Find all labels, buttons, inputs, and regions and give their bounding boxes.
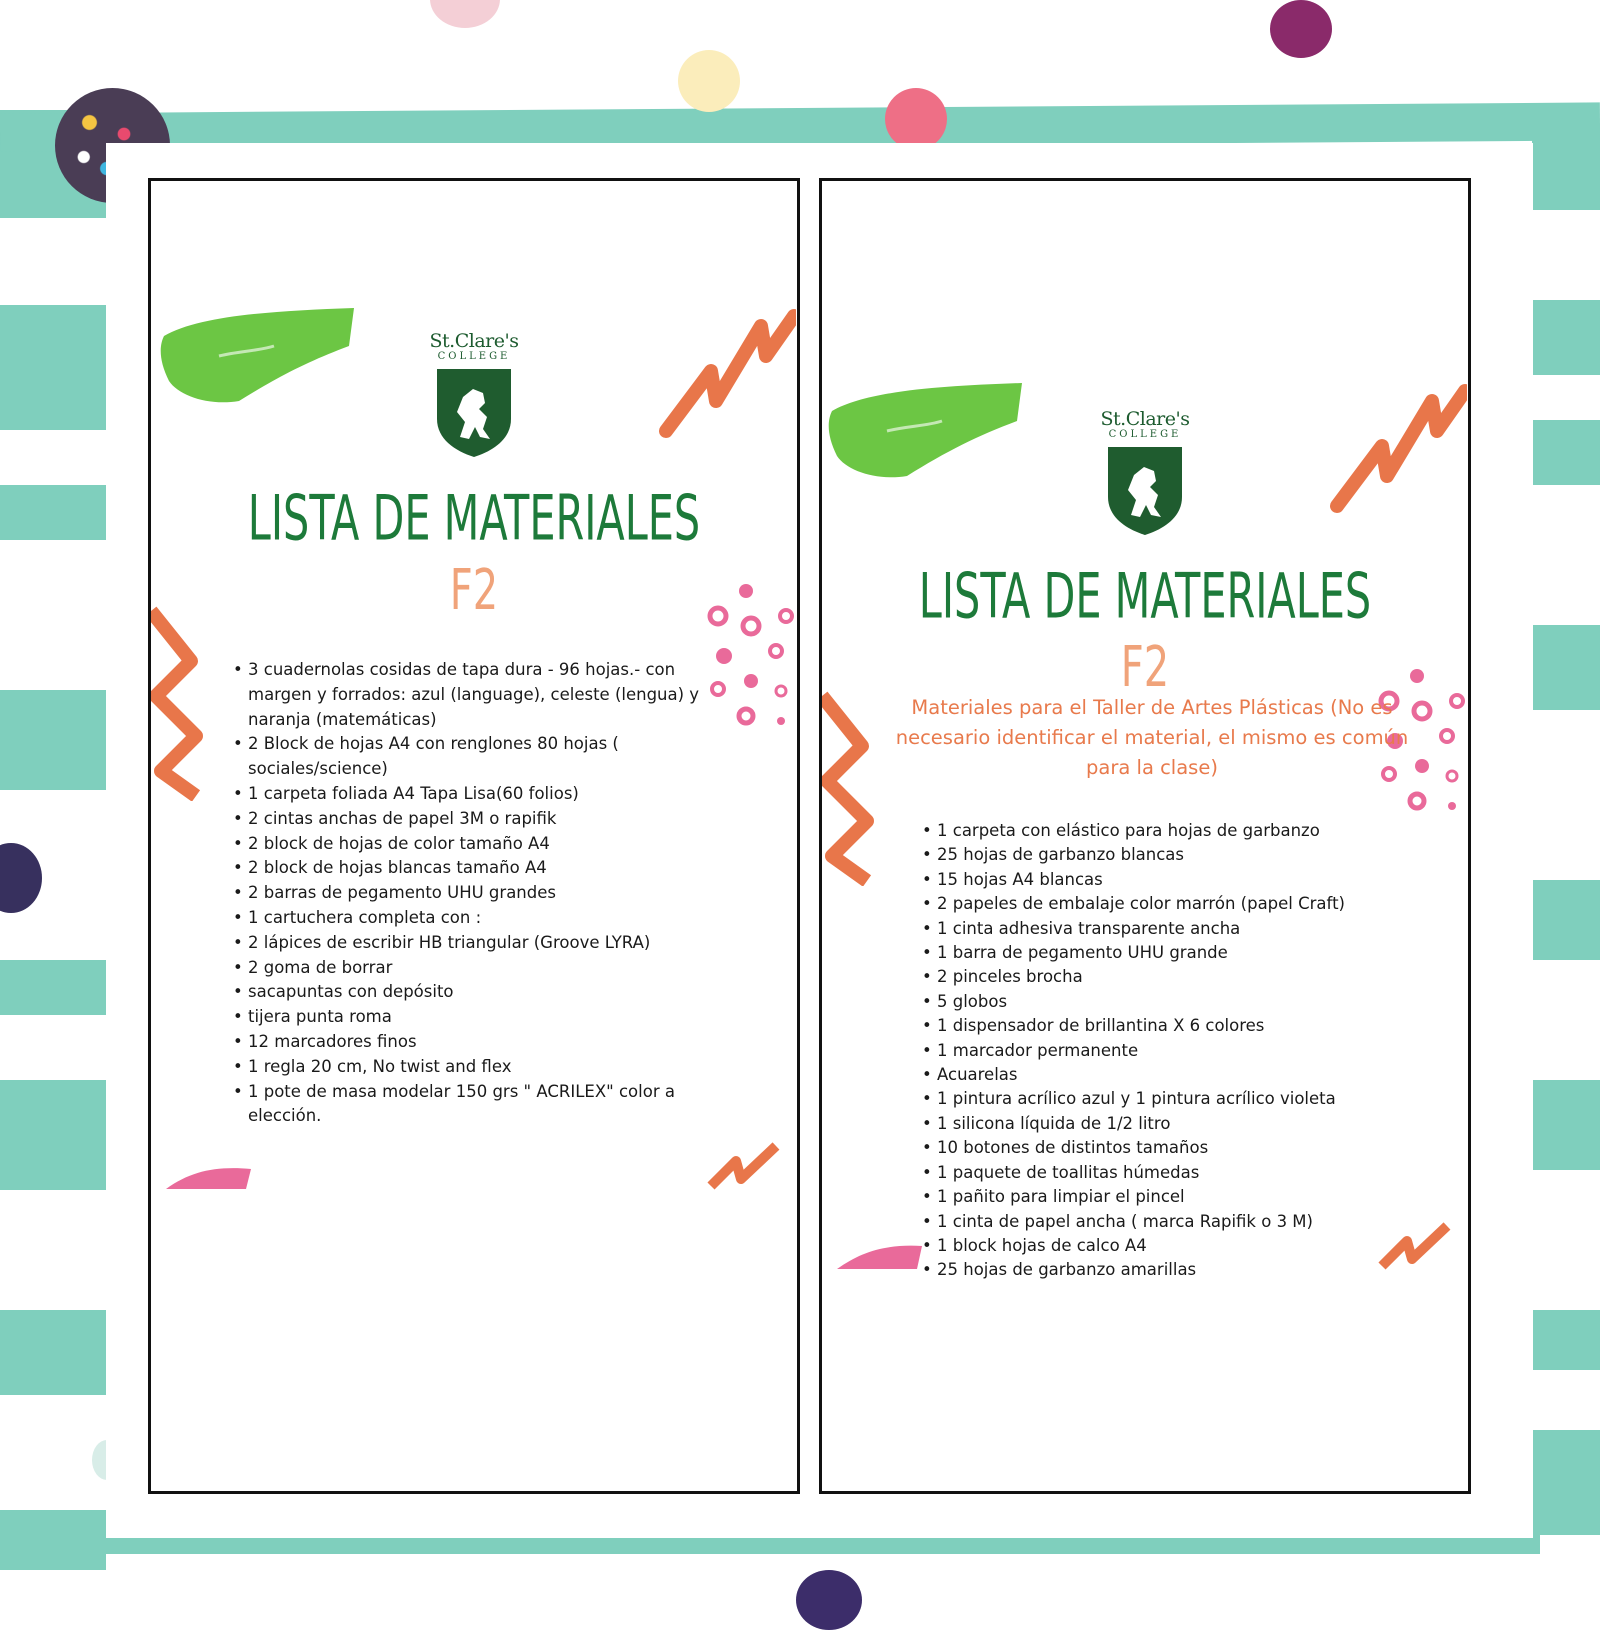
list-item: • 10 botones de distintos tamaños [922, 1136, 1392, 1160]
stripe [0, 690, 106, 790]
list-item: • 1 dispensador de brillantina X 6 colores [922, 1014, 1392, 1038]
stripe [1532, 1080, 1600, 1170]
stripe [1532, 880, 1600, 960]
art-materials-list [922, 819, 1392, 1283]
list-item: • 3 cuadernolas cosidas de tapa dura - 96 hojas.- con margen y forrados: azul (language), celeste (lengua) y naranja (matemáticas) [233, 658, 708, 732]
list-item: • 1 barra de pegamento UHU grande [922, 941, 1392, 965]
stripe [1532, 625, 1600, 710]
list-item: • 1 paquete de toallitas húmedas [922, 1161, 1392, 1185]
pink-glitter-dot [430, 0, 500, 28]
list-item: • 1 pintura acrílico azul y 1 pintura acrílico violeta [922, 1087, 1392, 1111]
list-item: • 2 goma de borrar [233, 956, 708, 981]
lion-shield-icon [435, 367, 513, 459]
logo-name: St.Clare's [429, 330, 519, 352]
grade-label: F2 [449, 558, 499, 624]
list-item: • 1 pañito para limpiar el pincel [922, 1185, 1392, 1209]
logo-sub: COLLEGE [1108, 429, 1182, 440]
lion-shield-icon [1106, 445, 1184, 537]
list-item: • Acuarelas [922, 1063, 1392, 1087]
pink-brush-stroke [161, 1161, 261, 1191]
list-item: • sacapuntas con depósito [233, 980, 708, 1005]
list-item: • 25 hojas de garbanzo blancas [922, 843, 1392, 867]
yellow-dot [678, 50, 740, 112]
page-title: LISTA DE MATERIALES [918, 559, 1372, 633]
grade-label: F2 [1120, 635, 1170, 701]
list-item: • 5 globos [922, 990, 1392, 1014]
list-item: • 12 marcadores finos [233, 1030, 708, 1055]
stripe [0, 485, 106, 540]
orange-zigzag-stroke [822, 686, 882, 886]
stripe [0, 960, 106, 1015]
stripe [1532, 1430, 1600, 1535]
list-item: • 15 hojas A4 blancas [922, 868, 1392, 892]
stripe [0, 1080, 106, 1190]
list-item: • 2 block de hojas de color tamaño A4 [233, 832, 708, 857]
stripe [1532, 300, 1600, 375]
list-item: • 1 carpeta con elástico para hojas de garbanzo [922, 819, 1392, 843]
list-item: • 2 block de hojas blancas tamaño A4 [233, 856, 708, 881]
stripe [1532, 125, 1600, 210]
pink-brush-stroke [832, 1236, 932, 1271]
right-panel [819, 178, 1471, 1494]
page-title: LISTA DE MATERIALES [247, 481, 701, 555]
materials-list [233, 658, 708, 1129]
orange-zigzag-stroke [656, 306, 796, 441]
list-item: • 25 hojas de garbanzo amarillas [922, 1258, 1392, 1282]
school-logo [1097, 409, 1193, 537]
purple-glitter-dot [1270, 0, 1332, 58]
green-brush-stroke [827, 381, 1027, 481]
list-item: • 2 pinceles brocha [922, 965, 1392, 989]
orange-zigzag-stroke [706, 1141, 786, 1191]
stripe [0, 1310, 106, 1395]
logo-name: St.Clare's [1100, 408, 1190, 430]
list-item: • 1 regla 20 cm, No twist and flex [233, 1055, 708, 1080]
list-item: • 1 carpeta foliada A4 Tapa Lisa(60 folios) [233, 782, 708, 807]
list-item: • 2 barras de pegamento UHU grandes [233, 881, 708, 906]
navy-glitter-dot [796, 1570, 862, 1630]
pink-dot [885, 88, 947, 150]
stripe [0, 305, 106, 430]
orange-zigzag-stroke [151, 601, 211, 801]
list-item: • 2 Block de hojas A4 con renglones 80 hojas ( sociales/science) [233, 732, 708, 782]
stripe [1532, 420, 1600, 485]
stripe [0, 1510, 106, 1570]
stripe [1532, 1310, 1600, 1370]
list-item: • 2 cintas anchas de papel 3M o rapifik [233, 807, 708, 832]
navy-glitter-dot [0, 843, 42, 913]
list-item: • 1 cinta de papel ancha ( marca Rapifik o 3 M) [922, 1210, 1392, 1234]
orange-zigzag-stroke [1327, 381, 1467, 516]
logo-sub: COLLEGE [437, 351, 511, 362]
school-logo [426, 331, 522, 459]
list-item: • 1 silicona líquida de 1/2 litro [922, 1112, 1392, 1136]
list-item: • 1 cartuchera completa con : [233, 906, 708, 931]
left-panel [148, 178, 800, 1494]
green-brush-stroke [159, 306, 359, 406]
list-item: • 1 marcador permanente [922, 1039, 1392, 1063]
list-item: • tijera punta roma [233, 1005, 708, 1030]
list-item: • 1 cinta adhesiva transparente ancha [922, 917, 1392, 941]
list-item: • 2 lápices de escribir HB triangular (Groove LYRA) [233, 931, 708, 956]
workshop-subtitle: Materiales para el Taller de Artes Plásticas (No es necesario identificar el material, el mismo es común para la clase) [895, 696, 1409, 779]
list-item: • 1 pote de masa modelar 150 grs " ACRILEX" color a elección. [233, 1080, 708, 1130]
list-item: • 2 papeles de embalaje color marrón (papel Craft) [922, 892, 1392, 916]
list-item: • 1 block hojas de calco A4 [922, 1234, 1392, 1258]
